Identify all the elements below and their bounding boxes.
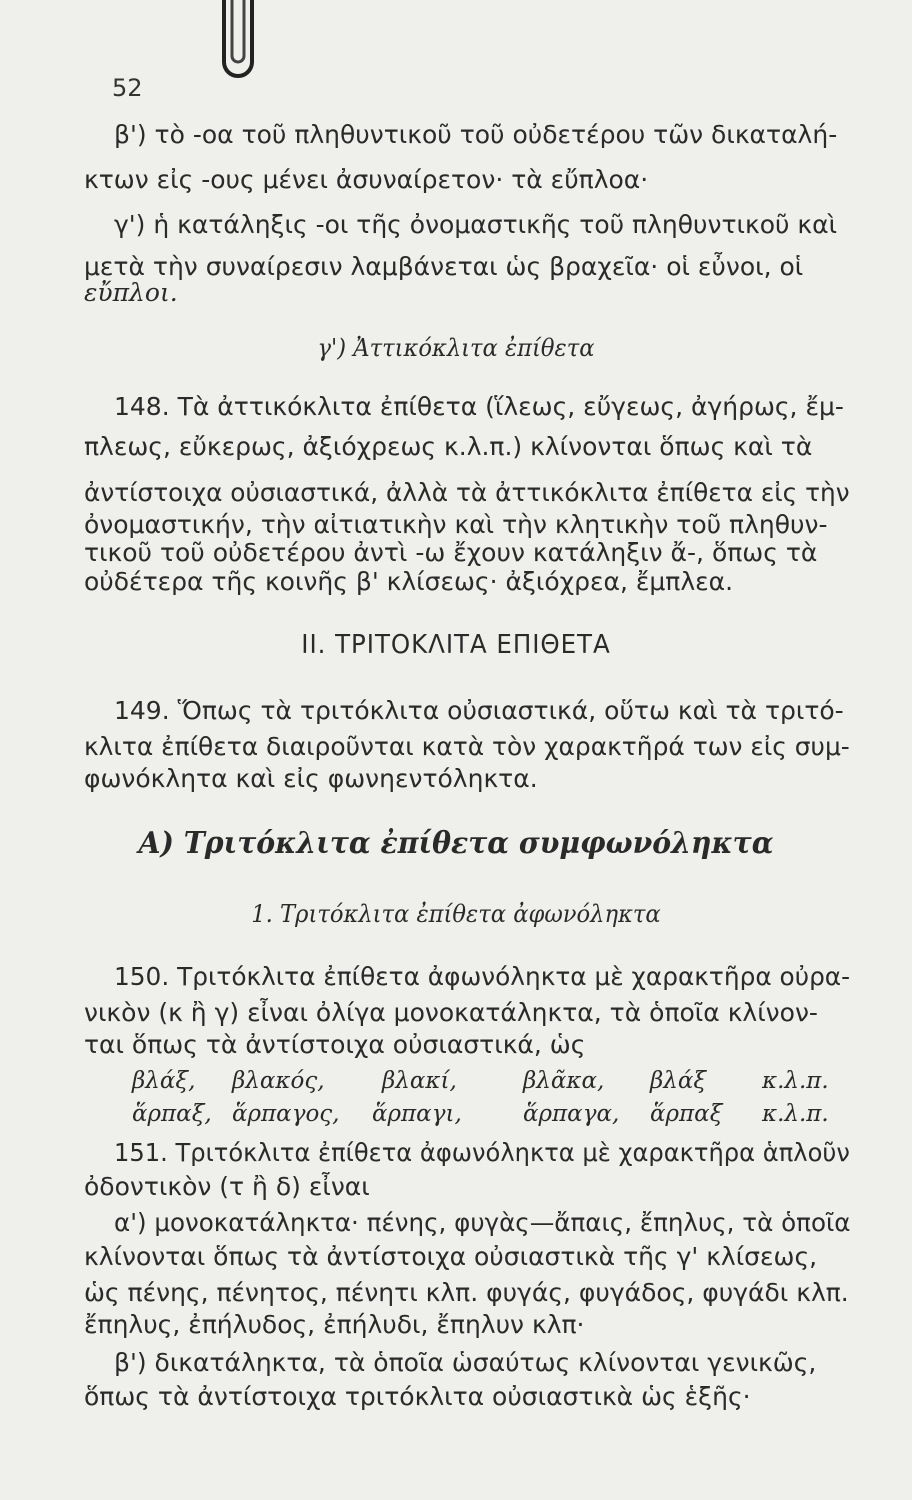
paragraph-151-line: ὡς πένης, πένητος, πένητι κλπ. φυγάς, φυγάδος, φυγάδι κλπ. (84, 1278, 849, 1307)
table-cell: ἅρπαγος, (232, 1101, 340, 1127)
paragraph-150-line: 150. Τριτόκλιτα ἐπίθετα ἀφωνόληκτα μὲ χαρακτῆρα οὐρα- (114, 962, 851, 991)
paragraph-148-line: τικοῦ τοῦ οὐδετέρου ἀντὶ -ω ἔχουν κατάληξιν ἄ-, ὅπως τὰ (84, 538, 818, 567)
table-cell: ἅρπαξ (650, 1101, 723, 1127)
paragraph-149-line: κλιτα ἐπίθετα διαιροῦνται κατὰ τὸν χαρακτῆρά των εἰς συμ- (84, 732, 850, 761)
table-cell: βλᾶκα, (523, 1068, 605, 1094)
paragraph-150-line: ται ὅπως τὰ ἀντίστοιχα οὐσιαστικά, ὡς (84, 1030, 586, 1059)
paper-clip-icon (218, 0, 258, 90)
subheading-1: 1. Τριτόκλιτα ἐπίθετα ἀφωνόληκτα (251, 900, 661, 928)
paragraph-151-line: ὅπως τὰ ἀντίστοιχα τριτόκλιτα οὐσιαστικὰ ὡς ἑξῆς· (84, 1382, 751, 1411)
table-cell: βλακός, (232, 1068, 325, 1094)
heading-A: Α) Τριτόκλιτα ἐπίθετα συμφωνόληκτα (138, 826, 774, 861)
table-cell: ἅρπαξ, (132, 1101, 212, 1127)
paragraph-151-line: 151. Τριτόκλιτα ἐπίθετα ἀφωνόληκτα μὲ χαρακτῆρα ἁπλοῦν (114, 1138, 850, 1167)
text-line: β') τὸ -οα τοῦ πληθυντικοῦ τοῦ οὐδετέρου τῶν δικαταλή- (114, 120, 838, 149)
table-cell: ἅρπαγι, (372, 1101, 462, 1127)
table-cell: κ.λ.π. (762, 1068, 829, 1094)
paragraph-149-line: φωνόκλητα καὶ εἰς φωνηεντόληκτα. (84, 764, 538, 793)
paragraph-148-line: ἀντίστοιχα οὐσιαστικά, ἀλλὰ τὰ ἀττικόκλιτα ἐπίθετα εἰς τὴν (84, 478, 850, 507)
paragraph-151-line: β') δικατάληκτα, τὰ ὁποῖα ὡσαύτως κλίνονται γενικῶς, (114, 1348, 817, 1377)
text-line: εὔπλοι. (84, 278, 178, 307)
subheading-attic: γ') Ἀττικόκλιτα ἐπίθετα (317, 334, 595, 362)
table-cell: βλάξ, (132, 1068, 196, 1094)
paragraph-149-line: 149. Ὅπως τὰ τριτόκλιτα οὐσιαστικά, οὕτω καὶ τὰ τριτό- (114, 696, 844, 725)
paragraph-148-line: ὀνομαστικήν, τὴν αἰτιατικὴν καὶ τὴν κλητικὴν τοῦ πληθυν- (84, 510, 828, 539)
table-cell: βλακί, (382, 1068, 457, 1094)
paragraph-151-line: α') μονοκατάληκτα· πένης, φυγὰς—ἄπαις, ἔπηλυς, τὰ ὁποῖα (114, 1208, 851, 1237)
text-line: μετὰ τὴν συναίρεσιν λαμβάνεται ὡς βραχεῖα· οἱ εὖνοι, οἱ (84, 252, 804, 281)
table-cell: βλάξ (650, 1068, 707, 1094)
paragraph-151-line: κλίνονται ὅπως τὰ ἀντίστοιχα οὐσιαστικὰ τῆς γ' κλίσεως, (84, 1242, 818, 1271)
paragraph-148-line: 148. Τὰ ἀττικόκλιτα ἐπίθετα (ἵλεως, εὔγεως, ἀγήρως, ἔμ- (114, 392, 844, 421)
section-heading: ΙΙ. ΤΡΙΤΟΚΛΙΤΑ ΕΠΙΘΕΤΑ (301, 630, 611, 660)
text-line: γ') ἡ κατάληξις -οι τῆς ὀνομαστικῆς τοῦ πληθυντικοῦ καὶ (114, 210, 838, 239)
paragraph-151-line: ὀδοντικὸν (τ ἢ δ) εἶναι (84, 1172, 370, 1201)
paragraph-148-line: πλεως, εὔκερως, ἀξιόχρεως κ.λ.π.) κλίνονται ὅπως καὶ τὰ (84, 432, 813, 461)
text-line: κτων εἰς -ους μένει ἀσυναίρετον· τὰ εὔπλοα· (84, 165, 649, 194)
paragraph-150-line: νικὸν (κ ἢ γ) εἶναι ὀλίγα μονοκατάληκτα, τὰ ὁποῖα κλίνον- (84, 998, 818, 1027)
paragraph-148-line: οὐδέτερα τῆς κοινῆς β' κλίσεως· ἀξιόχρεα, ἔμπλεα. (84, 567, 734, 596)
table-cell: ἅρπαγα, (523, 1101, 620, 1127)
page-number: 52 (112, 74, 143, 102)
paragraph-151-line: ἔπηλυς, ἐπήλυδος, ἐπήλυδι, ἔπηλυν κλπ· (84, 1310, 585, 1339)
table-cell: κ.λ.π. (762, 1101, 829, 1127)
